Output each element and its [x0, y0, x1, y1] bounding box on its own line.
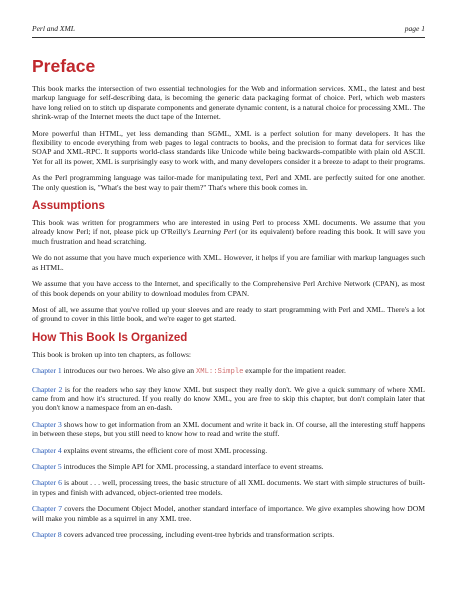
assumptions-paragraph: Most of all, we assume that you've rolled up your sleeves and are ready to start programming with Perl and XML. There's a lot of ground to cover in this little book, and we're eager to get started.: [32, 304, 425, 324]
section-heading-organization: How This Book Is Organized: [32, 331, 188, 344]
chapter-link[interactable]: Chapter 5: [32, 461, 62, 471]
chapter-entry: [32, 420, 425, 439]
header-rule: [32, 37, 425, 38]
header-page-number: page 1: [404, 24, 425, 33]
text-span: covers the Document Object Model, another standard interface of importance. We give examples showing how DOM will make you nimble as a squirrel in any XML tree.: [32, 504, 426, 523]
chapter-link[interactable]: Chapter 1: [32, 366, 62, 376]
chapter-entry: [32, 366, 425, 377]
text-span: This book was written for programmers who are interested in using Perl to process XML documents. We assume that you already know Perl; if not, please pick up O'Reilly's: [32, 218, 425, 237]
text-span: is for the readers who say they know XML but suspect they really don't. We give a quick summary of where XML came from and how it's structured. If you really do know XML, you are free to skip this chapter, but don't complain later that you don't know a namespace from an en-dash.: [32, 384, 425, 413]
chapter-link[interactable]: Chapter 4: [32, 445, 62, 455]
chapter-link[interactable]: Chapter 8: [32, 530, 62, 539]
chapter-link[interactable]: Chapter 6: [32, 478, 62, 488]
running-header: [32, 24, 425, 36]
text-span: example for the impatient reader.: [243, 366, 346, 376]
chapter-entry: [32, 446, 425, 455]
header-book-title: Perl and XML: [32, 24, 75, 33]
chapter-entry: [32, 504, 425, 523]
chapter-entry: [32, 462, 425, 471]
chapter-link[interactable]: Chapter 3: [32, 419, 62, 429]
text-span: explains event streams, the efficient core of most XML processing.: [61, 445, 268, 455]
assumptions-paragraph: We do not assume that you have much experience with XML. However, it helps if you are familiar with markup languages such as HTML.: [32, 253, 425, 272]
intro-paragraph: This book marks the intersection of two essential technologies for the Web and information services. XML, the latest and best markup language for self-describing data, is becoming the generic data packaging format of choice. Perl, which web masters have long relied on to stitch up disparate components and generate dynamic content, is a natural choice for processing XML. The shrink-wrap of the Internet meets the duct tape of the Internet.: [32, 84, 425, 122]
chapter-link[interactable]: Chapter 7: [32, 504, 63, 514]
chapter-entry: [32, 385, 425, 413]
text-span: introduces our two heroes. We also give an: [61, 366, 196, 376]
text-span: introduces the Simple API for XML processing, a standard interface to event streams.: [61, 461, 324, 471]
page-content: [32, 55, 425, 546]
chapter-link[interactable]: Chapter 2: [32, 384, 63, 394]
organization-intro: This book is broken up into ten chapters, as follows:: [32, 349, 192, 359]
text-span: covers advanced tree processing, including event-tree hybrids and transformation scripts.: [61, 530, 335, 539]
assumptions-paragraph: We assume that you have access to the Internet, and specifically to the Comprehensive Perl Archive Network (CPAN), as most of this book depends on your ability to download modules from CPAN.: [32, 279, 425, 298]
module-name-link[interactable]: XML::Simple: [195, 368, 244, 377]
book-title-emphasis: Learning Perl: [193, 227, 237, 237]
section-heading-assumptions: Assumptions: [32, 200, 105, 213]
intro-paragraph: More powerful than HTML, yet less demanding than SGML, XML is a perfect solution for many developers. It has the flexibility to encode everything from web pages to legal contracts to books, and the precision to format data for services like SOAP and XML-RPC. It supports world-class standards like Unicode while being backwards-compatible with plain old ASCII. Yet for all its power, XML is surprisingly easy to work with, and many developers consider it a breeze to adapt to their programs.: [32, 128, 426, 166]
chapter-entry: [32, 478, 425, 497]
page-title: Preface: [32, 56, 96, 76]
text-span: (or its equivalent) before reading this book. It will save you much frustration and head scratching.: [32, 227, 426, 246]
text-span: shows how to get information from an XML document and write it back in. Of course, all the interesting stuff happens in between these steps, but you still need to know how to read and write the stuff.: [32, 419, 425, 439]
chapter-entry: [32, 530, 425, 539]
text-span: is about . . . well, processing trees, the basic structure of all XML documents. We start with simple structures of built-in types and finish with advanced, object-oriented tree models.: [32, 478, 426, 497]
intro-paragraph: As the Perl programming language was tailor-made for manipulating text, Perl and XML are perfectly suited for one another. The only question is, "What's the best way to pair them?" That's where this book comes in.: [32, 173, 425, 192]
assumptions-paragraph: [32, 218, 425, 246]
